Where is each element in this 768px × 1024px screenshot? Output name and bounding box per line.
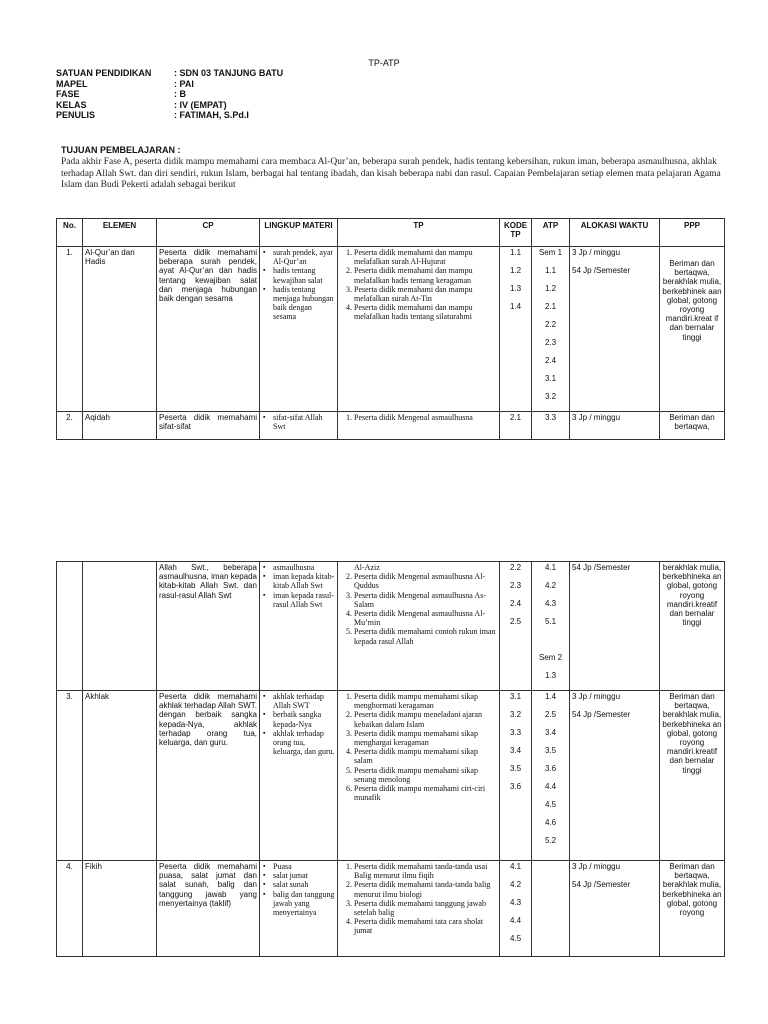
materi-item: ▪ akhlak terhadap Allah SWT bbox=[273, 692, 335, 710]
atp-cell bbox=[532, 861, 570, 957]
cp-cell: Allah Swt., beberapa asmaulhusna, iman kepada kitab-kitab Allah Swt. dan rasul-rasul Allah Swt bbox=[157, 562, 260, 691]
alokasi-semester: 54 Jp /Semester bbox=[572, 880, 631, 890]
column-header: TP bbox=[338, 219, 500, 247]
materi-item: ▪ balig dan tanggung jawab yang menyertainya bbox=[273, 890, 335, 918]
kode-tp: 4.4 bbox=[509, 916, 522, 925]
kode-tp-cell bbox=[500, 691, 532, 861]
atp-code: 3.5 bbox=[544, 746, 557, 755]
kode-tp: 3.4 bbox=[509, 746, 522, 755]
atp-code: 5.2 bbox=[544, 836, 557, 845]
materi-item: ▪ salat jumat bbox=[273, 871, 335, 880]
meta-value: : PAI bbox=[174, 78, 194, 89]
ppp-cell bbox=[660, 247, 725, 412]
kode-tp: 4.1 bbox=[509, 862, 522, 871]
elemen-cell: Al-Qur’an dan Hadis bbox=[83, 247, 157, 412]
tp-item: 4. Peserta didik Mengenal asmaulhusna Al-Mu’min bbox=[354, 609, 497, 627]
kode-tp-cell: 2.1 bbox=[500, 412, 532, 440]
tp-item: 1. Peserta didik memahami tanda-tanda usai Balig menurut ilmu fiqih bbox=[354, 862, 497, 880]
tp-item: 3. Peserta didik memahami tanggung jawab setelah balig bbox=[354, 899, 497, 917]
alokasi-cell bbox=[570, 861, 660, 957]
kode-tp-cell bbox=[500, 247, 532, 412]
row-number: 4. bbox=[57, 861, 83, 957]
ppp-cell: Beriman dan bertaqwa, berakhlak mulia, berkebhineka an global, gotong royong bbox=[660, 861, 725, 957]
ppp-cell: berakhlak mulia, berkebhineka an global, gotong royong mandiri.kreatif dan bernalar tinggi bbox=[660, 562, 725, 691]
tp-cell bbox=[338, 562, 500, 691]
tp-cell bbox=[338, 861, 500, 957]
elemen-cell bbox=[83, 562, 157, 691]
tp-atp-table-page2 bbox=[56, 561, 725, 957]
tp-item: 2. Peserta didik memahami dan mampu melafalkan hadis tentang keragaman bbox=[354, 266, 497, 284]
tp-item: 4. Peserta didik mampu memahami sikap salam bbox=[354, 747, 497, 765]
tp-item: 3. Peserta didik Mengenal asmaulhusna As-Salam bbox=[354, 591, 497, 609]
atp-code: 1.1 bbox=[544, 266, 557, 275]
tp-item: 3. Peserta didik mampu memahami sikap menghargai keragaman bbox=[354, 729, 497, 747]
kode-tp-cell bbox=[500, 861, 532, 957]
atp-code: 3.1 bbox=[544, 374, 557, 383]
column-header: KODE TP bbox=[500, 219, 532, 247]
elemen-cell: Fikih bbox=[83, 861, 157, 957]
ppp-cell: Beriman dan bertaqwa, berakhlak mulia, berkebhineka an global, gotong royong mandiri.kreatif dan bernalar tinggi bbox=[660, 691, 725, 861]
column-header: ELEMEN bbox=[83, 219, 157, 247]
atp-cell: 3.3 bbox=[532, 412, 570, 440]
cp-cell: Peserta didik memahami akhlak terhadap Allah SWT. dengan berbaik sangka kepada-Nya, akhlak terhadap orang tua, keluarga, dan guru. bbox=[157, 691, 260, 861]
column-header: PPP bbox=[660, 219, 725, 247]
atp-code: 5.1 bbox=[544, 617, 557, 626]
row-number bbox=[57, 562, 83, 691]
column-header: LINGKUP MATERI bbox=[260, 219, 338, 247]
column-header: ALOKASI WAKTU bbox=[570, 219, 660, 247]
meta-value: : IV (EMPAT) bbox=[174, 99, 227, 110]
kode-tp: 1.2 bbox=[509, 266, 522, 275]
atp-cell bbox=[532, 247, 570, 412]
meta-label: SATUAN PENDIDIKAN bbox=[56, 68, 152, 78]
materi-item: ▪ hadis tentang menjaga hubungan baik dengan sesama bbox=[273, 285, 335, 322]
atp-code: 4.4 bbox=[544, 782, 557, 791]
alokasi-cell bbox=[570, 691, 660, 861]
row-number: 3. bbox=[57, 691, 83, 861]
kode-tp: 2.5 bbox=[509, 617, 522, 626]
kode-tp: 2.2 bbox=[509, 563, 522, 572]
atp-code: Sem 2 bbox=[538, 653, 563, 662]
materi-item: ▪ Puasa bbox=[273, 862, 335, 871]
tp-item: 2. Peserta didik memahami tanda-tanda balig menurut ilmu biologi bbox=[354, 880, 497, 898]
meta-value: : FATIMAH, S.Pd.I bbox=[174, 110, 249, 120]
atp-code: 2.4 bbox=[544, 356, 557, 365]
materi-item: ▪ hadis tentang kewajiban salat bbox=[273, 266, 335, 284]
tp-atp-table-page1 bbox=[56, 218, 725, 440]
table-row bbox=[57, 861, 725, 957]
tp-item: 1. Peserta didik mampu memahami sikap menghormati keragaman bbox=[354, 692, 497, 710]
kode-tp: 1.1 bbox=[509, 248, 522, 257]
cp-cell: Peserta didik memahami sifat-sifat bbox=[157, 412, 260, 440]
materi-cell bbox=[260, 247, 338, 412]
kode-tp: 4.2 bbox=[509, 880, 522, 889]
atp-gap bbox=[534, 635, 567, 644]
atp-code: 3.4 bbox=[544, 728, 557, 737]
tp-item: 1. Peserta didik Mengenal asmaulhusna bbox=[354, 413, 497, 422]
tp-item: 1. Peserta didik memahami dan mampu melafalkan surah Al-Hujurat bbox=[354, 248, 497, 266]
alokasi-weekly: 3 Jp / minggu bbox=[572, 862, 621, 871]
tp-item: 4. Peserta didik memahami tata cara sholat jumat bbox=[354, 917, 497, 935]
learning-goal bbox=[61, 145, 721, 192]
table-row bbox=[57, 691, 725, 861]
materi-item: ▪ salat sunah bbox=[273, 880, 335, 889]
alokasi-cell: 3 Jp / minggu bbox=[570, 412, 660, 440]
atp-code: 4.2 bbox=[544, 581, 557, 590]
kode-tp: 1.3 bbox=[509, 284, 522, 293]
materi-cell bbox=[260, 412, 338, 440]
kode-tp: 2.4 bbox=[509, 599, 522, 608]
goal-heading: TUJUAN PEMBELAJARAN : bbox=[61, 145, 181, 155]
kode-tp-cell bbox=[500, 562, 532, 691]
alokasi-semester: 54 Jp /Semester bbox=[572, 266, 631, 276]
alokasi-cell: 54 Jp /Semester bbox=[570, 562, 660, 691]
alokasi-weekly: 3 Jp / minggu bbox=[572, 692, 621, 701]
kode-tp: 3.5 bbox=[509, 764, 522, 773]
elemen-cell: Aqidah bbox=[83, 412, 157, 440]
elemen-cell: Akhlak bbox=[83, 691, 157, 861]
tp-item: 3. Peserta didik memahami dan mampu melafalkan surah At-Tin bbox=[354, 285, 497, 303]
materi-item: ▪ iman kepada rasul-rasul Allah Swt bbox=[273, 591, 335, 609]
kode-tp: 4.3 bbox=[509, 898, 522, 907]
kode-tp: 3.2 bbox=[509, 710, 522, 719]
materi-item: ▪ berbaik sangka kepada-Nya bbox=[273, 710, 335, 728]
document-title: TP-ATP bbox=[368, 58, 400, 68]
table-header-row bbox=[57, 219, 725, 247]
materi-item: ▪ akhlak terhadap orang tua, keluarga, dan guru. bbox=[273, 729, 335, 757]
atp-code: 2.1 bbox=[544, 302, 557, 311]
table-row bbox=[57, 562, 725, 691]
atp-code: 4.1 bbox=[544, 563, 557, 572]
atp-code: 2.5 bbox=[544, 710, 557, 719]
tp-cell bbox=[338, 247, 500, 412]
alokasi-weekly: 3 Jp / minggu bbox=[572, 248, 621, 257]
atp-code: 3.2 bbox=[544, 392, 557, 401]
tp-cell bbox=[338, 691, 500, 861]
atp-code: 2.2 bbox=[544, 320, 557, 329]
table-row bbox=[57, 247, 725, 412]
atp-code: 4.6 bbox=[544, 818, 557, 827]
cp-cell: Peserta didik memahami beberapa surah pendek, ayat Al-Qur’an dan hadis tentang kewajiban salat dan menjaga hubungan baik dengan sesama bbox=[157, 247, 260, 412]
row-number: 2. bbox=[57, 412, 83, 440]
cp-cell: Peserta didik memahami puasa, salat jumat dan salat sunah, balig dan tanggung jawab yang menyertainya (taklif) bbox=[157, 861, 260, 957]
atp-cell bbox=[532, 562, 570, 691]
atp-code: 3.6 bbox=[544, 764, 557, 773]
atp-code: 2.3 bbox=[544, 338, 557, 347]
atp-code: 4.3 bbox=[544, 599, 557, 608]
ppp-text: Beriman dan bertaqwa, berakhlak mulia, berkebhinek aan global, gotong royong mandiri.kreat if dan bernalar tinggi bbox=[662, 259, 722, 342]
column-header: CP bbox=[157, 219, 260, 247]
tp-item: 5. Peserta didik mampu memahami sikap senang menolong bbox=[354, 766, 497, 784]
tp-item: 5. Peserta didik memahami contoh rukun iman kepada rasul Allah bbox=[354, 627, 497, 645]
kode-tp: 2.3 bbox=[509, 581, 522, 590]
atp-code: 1.3 bbox=[544, 671, 557, 680]
materi-item: ▪ iman kepada kitab-kitab Allah Swt bbox=[273, 572, 335, 590]
tp-item: 6. Peserta didik mampu memahami ciri-ciri munafik bbox=[354, 784, 497, 802]
tp-continuation: Al-Aziz bbox=[354, 563, 380, 572]
meta-label: KELAS bbox=[56, 99, 87, 110]
kode-tp: 3.3 bbox=[509, 728, 522, 737]
materi-item: ▪ asmaulhusna bbox=[273, 563, 335, 572]
materi-item: ▪ sifat-sifat Allah Swt bbox=[273, 413, 335, 431]
kode-tp: 3.1 bbox=[509, 692, 522, 701]
atp-code: Sem 1 bbox=[538, 248, 563, 257]
meta-label: PENULIS bbox=[56, 110, 96, 120]
row-number: 1. bbox=[57, 247, 83, 412]
atp-code: 1.2 bbox=[544, 284, 557, 293]
kode-tp: 3.6 bbox=[509, 782, 522, 791]
meta-value: : SDN 03 TANJUNG BATU bbox=[174, 68, 284, 78]
goal-text: Pada akhir Fase A, peserta didik mampu memahami cara membaca Al-Qur’an, beberapa surah pendek, hadis tentang kebersihan, rukun iman, beberapa asmaulhusna, akhlak terhadap Allah Swt. dan diri sendiri, rukun Islam, berbagai hal tentang ibadah, dan kisah beberapa nabi dan rasul. Capaian Pembelajaran setiap elemen mata pelajaran Agama Islam dan Budi Pekerti adalah sebagai berikut bbox=[61, 157, 721, 190]
ppp-cell: Beriman dan bertaqwa, bbox=[660, 412, 725, 440]
alokasi-semester: 54 Jp /Semester bbox=[572, 710, 631, 720]
meta-value: : B bbox=[174, 89, 186, 99]
tp-item: 2. Peserta didik mampu meneladani ajaran kebaikan dalam Islam bbox=[354, 710, 497, 728]
meta-label: MAPEL bbox=[56, 78, 88, 89]
atp-code: 4.5 bbox=[544, 800, 557, 809]
meta-label: FASE bbox=[56, 89, 80, 99]
table-row bbox=[57, 412, 725, 440]
kode-tp: 4.5 bbox=[509, 934, 522, 943]
column-header: ATP bbox=[532, 219, 570, 247]
alokasi-cell bbox=[570, 247, 660, 412]
atp-cell bbox=[532, 691, 570, 861]
materi-cell bbox=[260, 861, 338, 957]
identity-block bbox=[56, 68, 283, 121]
materi-cell bbox=[260, 691, 338, 861]
tp-item: 4. Peserta didik memahami dan mampu melafalkan hadis tentang silaturahmi bbox=[354, 303, 497, 321]
materi-cell bbox=[260, 562, 338, 691]
kode-tp: 1.4 bbox=[509, 302, 522, 311]
tp-item: 2. Peserta didik Mengenal asmaulhusna Al-Quddus bbox=[354, 572, 497, 590]
column-header: No. bbox=[57, 219, 83, 247]
tp-cell bbox=[338, 412, 500, 440]
materi-item: ▪ surah pendek, ayat Al-Qur’an bbox=[273, 248, 335, 266]
atp-code: 1.4 bbox=[544, 692, 557, 701]
